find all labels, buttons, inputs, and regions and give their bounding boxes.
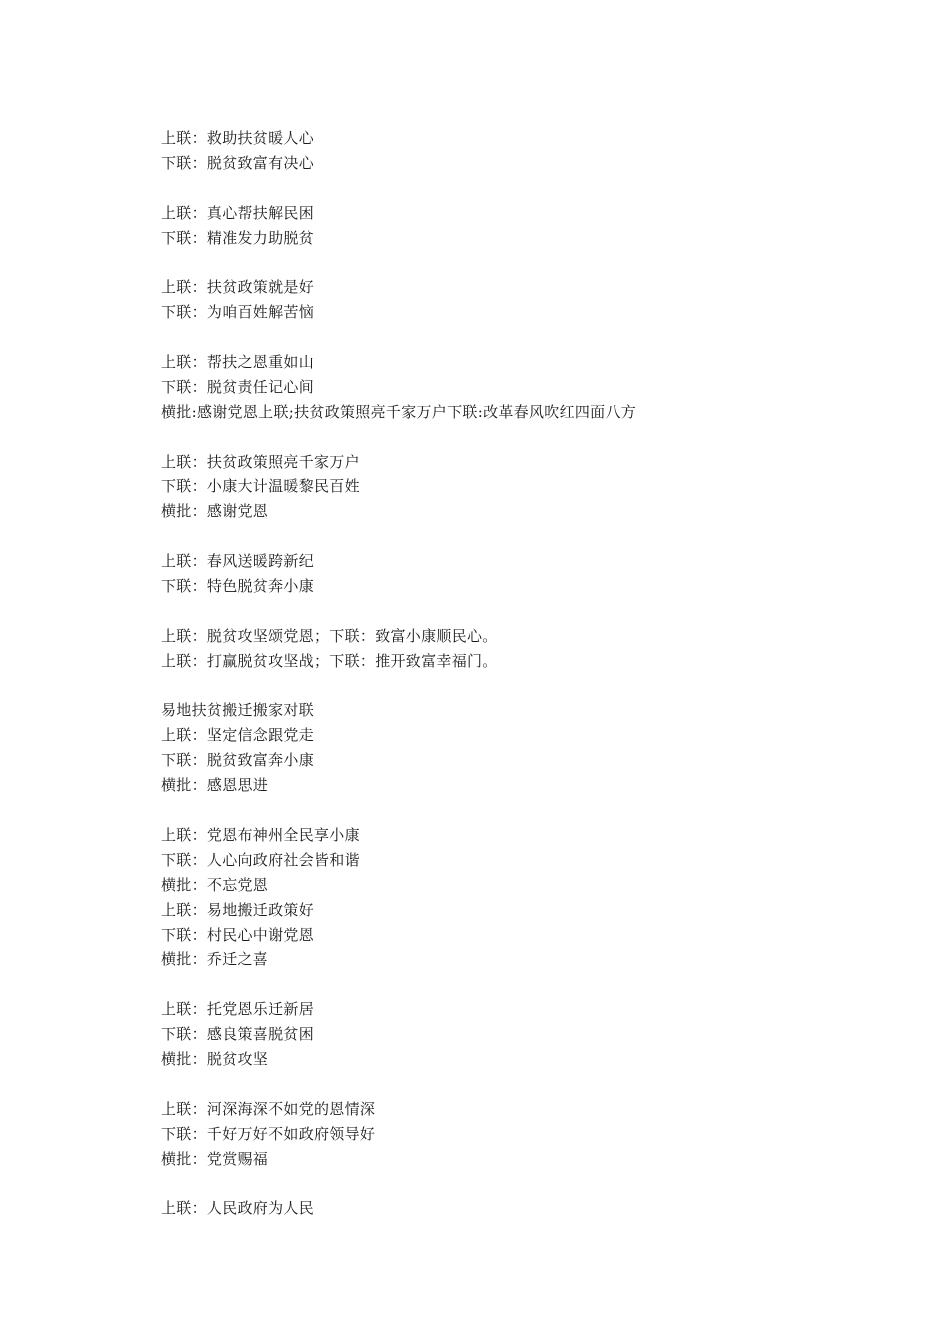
text-line: 上联：春风送暖跨新纪 (161, 552, 315, 571)
blank-line (161, 798, 901, 823)
text-line: 上联：人民政府为人民 (161, 1199, 315, 1218)
text-line: 横批：感谢党恩 (161, 502, 269, 521)
text-line: 横批：脱贫攻坚 (161, 1049, 269, 1068)
blank-line (161, 524, 901, 549)
text-line: 上联：坚定信念跟党走 (161, 726, 315, 745)
blank-line (161, 250, 901, 275)
text-line: 下联：脱贫责任记心间 (161, 377, 315, 396)
text-line: 下联：千好万好不如政府领导好 (161, 1124, 376, 1143)
text-line: 横批：乔迁之喜 (161, 950, 269, 969)
text-line: 下联：小康大计温暖黎民百姓 (161, 477, 360, 496)
text-line: 上联：河深海深不如党的恩情深 (161, 1099, 376, 1118)
text-line: 上联：帮扶之恩重如山 (161, 353, 315, 372)
text-line: 下联：脱贫致富奔小康 (161, 751, 315, 770)
text-line: 上联：易地搬迁政策好 (161, 900, 315, 919)
text-line: 易地扶贫搬迁搬家对联 (161, 701, 315, 720)
blank-line (161, 176, 901, 201)
text-line: 上联：脱贫攻坚颂党恩；下联：致富小康顺民心。 (161, 626, 498, 645)
text-line: 下联：为咱百姓解苦恼 (161, 303, 315, 322)
text-line: 下联：感良策喜脱贫困 (161, 1025, 315, 1044)
text-line: 上联：党恩布神州全民享小康 (161, 825, 360, 844)
text-line: 横批：不忘党恩 (161, 875, 269, 894)
text-line: 上联：打赢脱贫攻坚战；下联：推开致富幸福门。 (161, 651, 498, 670)
text-line: 下联：特色脱贫奔小康 (161, 577, 315, 596)
text-line: 上联：真心帮扶解民困 (161, 203, 315, 222)
text-line: 横批：感恩思进 (161, 776, 269, 795)
blank-line (161, 599, 901, 624)
text-line: 下联：村民心中谢党恩 (161, 925, 315, 944)
text-line: 上联：扶贫政策就是好 (161, 278, 315, 297)
blank-line (161, 325, 901, 350)
document-body (161, 126, 901, 1221)
text-line: 横批：党赏赐福 (161, 1149, 269, 1168)
text-line: 上联：救助扶贫暖人心 (161, 129, 315, 147)
text-line: 下联：脱贫致富有决心 (161, 153, 315, 172)
blank-line (161, 674, 901, 699)
text-line: 下联：人心向政府社会皆和谐 (161, 850, 360, 869)
blank-line (161, 1072, 901, 1097)
text-line: 上联：扶贫政策照亮千家万户 (161, 452, 360, 471)
blank-line (161, 972, 901, 997)
text-line: 下联：精准发力助脱贫 (161, 228, 315, 247)
blank-line (161, 1171, 901, 1196)
text-line: 横批:感谢党恩上联;扶贫政策照亮千家万户下联:改革春风吹红四面八方 (161, 402, 637, 421)
text-line: 上联：托党恩乐迁新居 (161, 1000, 315, 1019)
blank-line (161, 425, 901, 450)
